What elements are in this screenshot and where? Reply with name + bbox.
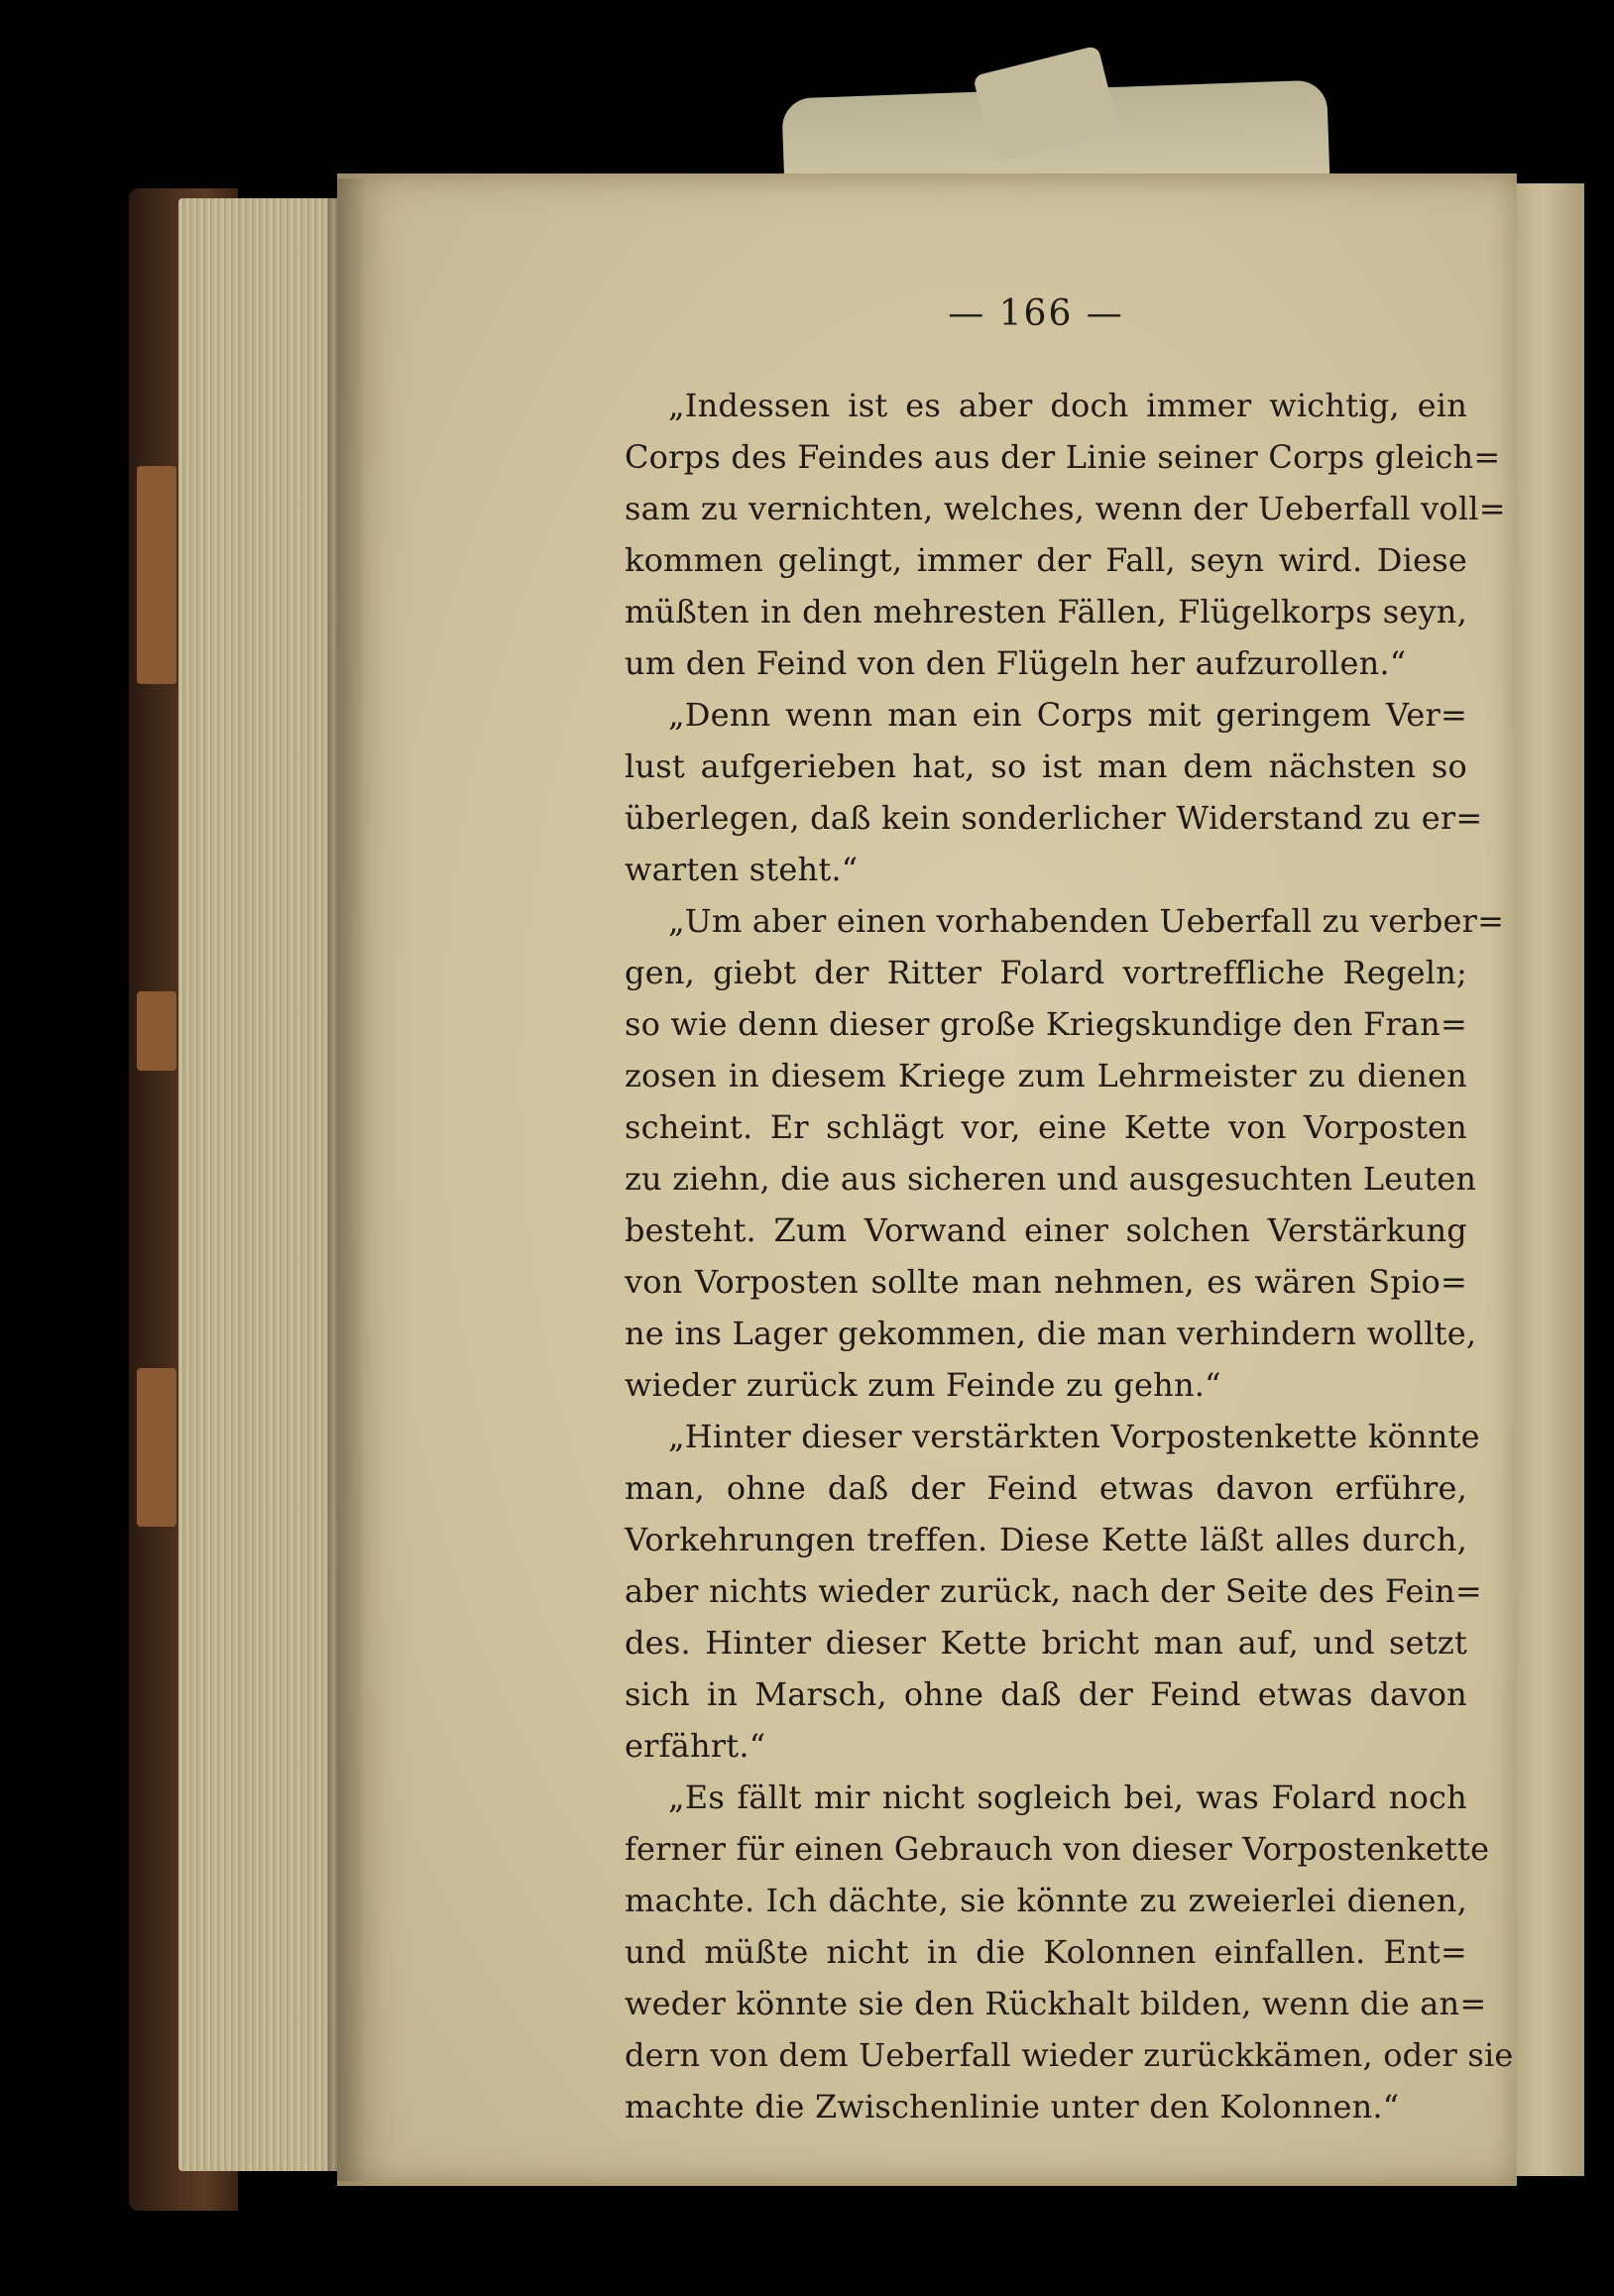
page-edges-left bbox=[178, 198, 347, 2171]
text-line: Vorkehrungen treffen. Diese Kette läßt alles durch, bbox=[625, 1521, 1467, 1558]
text-line: „Hinter dieser verstärkten Vorpostenkette könnte bbox=[668, 1418, 1480, 1455]
text-line: ferner für einen Gebrauch von dieser Vorpostenkette bbox=[625, 1830, 1490, 1868]
text-line: kommen gelingt, immer der Fall, seyn wird. Diese bbox=[625, 541, 1467, 579]
text-line: lust aufgerieben hat, so ist man dem nächsten so bbox=[625, 747, 1467, 785]
cover-wear-spot bbox=[137, 1368, 176, 1527]
text-line: um den Feind von den Flügeln her aufzurollen.“ bbox=[625, 644, 1407, 682]
text-line: müßten in den mehresten Fällen, Flügelkorps seyn, bbox=[625, 593, 1467, 631]
text-line: ne ins Lager gekommen, die man verhindern wollte, bbox=[625, 1315, 1477, 1352]
text-line: aber nichts wieder zurück, nach der Seite des Fein= bbox=[625, 1572, 1482, 1610]
text-line: wieder zurück zum Feinde zu gehn.“ bbox=[625, 1366, 1221, 1404]
text-line: sich in Marsch, ohne daß der Feind etwas davon bbox=[625, 1675, 1467, 1713]
text-line: und müßte nicht in die Kolonnen einfallen. Ent= bbox=[625, 1933, 1467, 1971]
gutter-shadow bbox=[327, 178, 367, 2181]
text-line: besteht. Zum Vorwand einer solchen Verstärkung bbox=[625, 1211, 1467, 1249]
text-line: gen, giebt der Ritter Folard vortreffliche Regeln; bbox=[625, 954, 1467, 991]
text-line: weder könnte sie den Rückhalt bilden, wenn die an= bbox=[625, 1985, 1487, 2022]
cover-wear-spot bbox=[137, 991, 176, 1071]
text-line: „Es fällt mir nicht sogleich bei, was Folard noch bbox=[668, 1779, 1467, 1816]
text-line: sam zu vernichten, welches, wenn der Ueberfall voll= bbox=[625, 490, 1506, 527]
text-line: machte. Ich dächte, sie könnte zu zweierlei dienen, bbox=[625, 1882, 1467, 1919]
text-line: des. Hinter dieser Kette bricht man auf, und setzt bbox=[625, 1624, 1467, 1662]
page-edges-right bbox=[1515, 183, 1584, 2176]
text-line: zu ziehn, die aus sicheren und ausgesuchten Leuten bbox=[625, 1160, 1477, 1198]
text-line: so wie denn dieser große Kriegskundige den Fran= bbox=[625, 1005, 1467, 1043]
text-line: „Um aber einen vorhabenden Ueberfall zu verber= bbox=[668, 902, 1505, 940]
text-line: „Indessen ist es aber doch immer wichtig, ein bbox=[668, 387, 1467, 424]
cover-wear-spot bbox=[137, 466, 176, 684]
text-line: warten steht.“ bbox=[625, 851, 859, 888]
text-line: dern von dem Ueberfall wieder zurückkämen, oder sie bbox=[625, 2036, 1514, 2074]
text-line: von Vorposten sollte man nehmen, es wären Spio= bbox=[625, 1263, 1467, 1301]
text-line: man, ohne daß der Feind etwas davon erführe, bbox=[625, 1469, 1467, 1507]
text-line: scheint. Er schlägt vor, eine Kette von Vorposten bbox=[625, 1108, 1467, 1146]
text-line: „Denn wenn man ein Corps mit geringem Ver= bbox=[668, 696, 1467, 734]
text-line: Corps des Feindes aus der Linie seiner Corps gleich= bbox=[625, 438, 1501, 476]
text-line: machte die Zwischenlinie unter den Kolonnen.“ bbox=[625, 2088, 1400, 2125]
text-line: erfährt.“ bbox=[625, 1727, 766, 1765]
text-line: zosen in diesem Kriege zum Lehrmeister zu dienen bbox=[625, 1057, 1467, 1094]
page-number: — 166 — bbox=[948, 293, 1124, 334]
text-line: überlegen, daß kein sonderlicher Widerstand zu er= bbox=[625, 799, 1483, 837]
